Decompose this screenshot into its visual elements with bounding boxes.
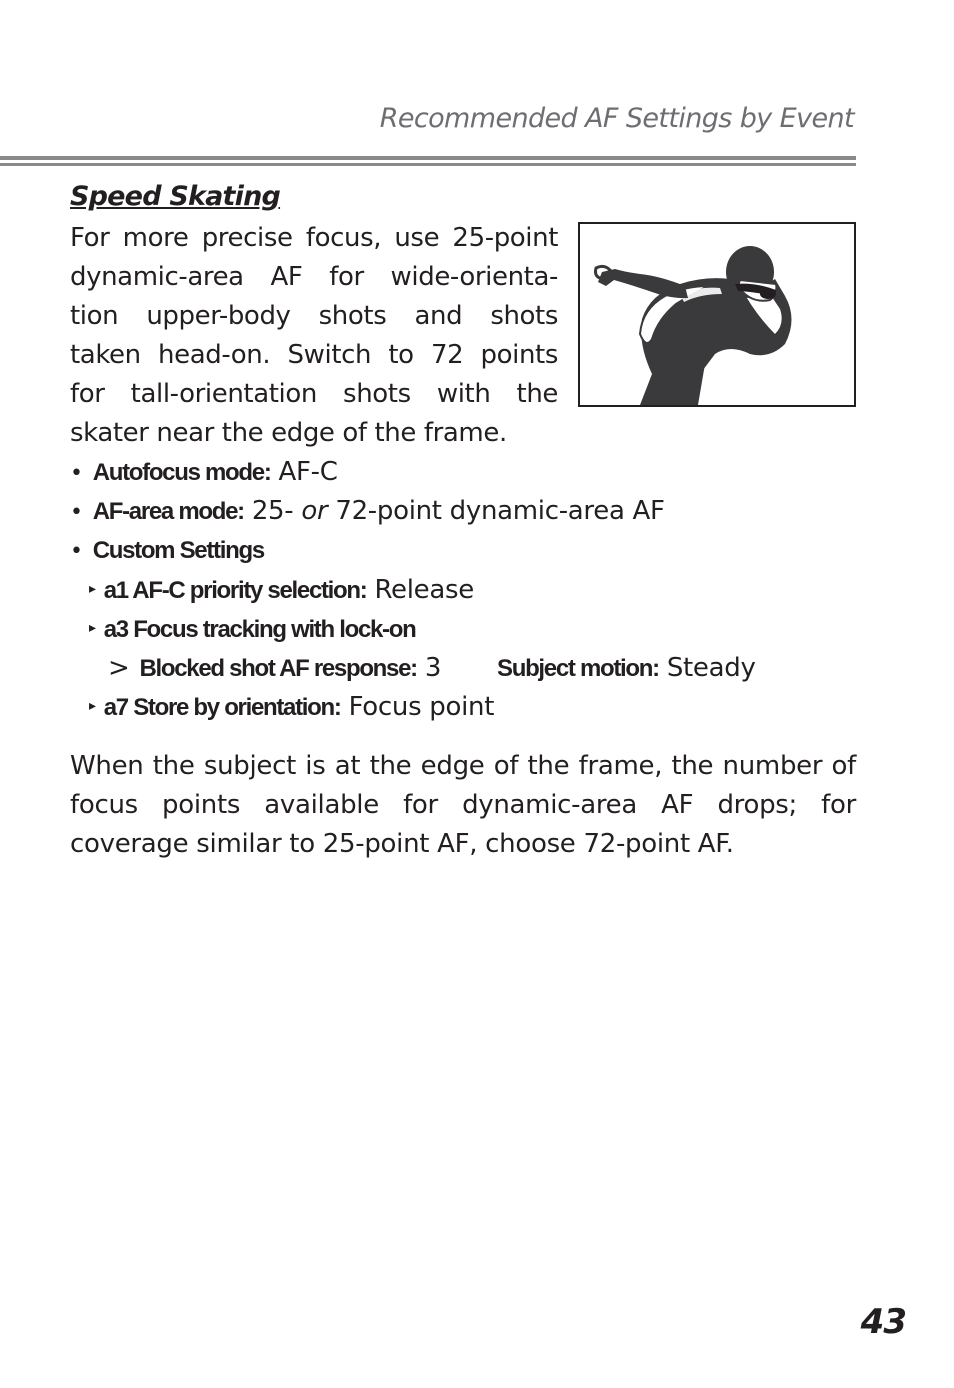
list-item-a7 xyxy=(89,688,494,731)
setting-label: Custom Settings xyxy=(92,537,264,564)
setting-label: a1 AF-C priority selection xyxy=(103,577,360,604)
colon: : xyxy=(263,459,271,486)
intro-line: dynamic-area AF for wide-orienta- xyxy=(70,262,558,292)
intro-last-line: skater near the edge of the frame. xyxy=(70,418,507,448)
setting-value: 3 xyxy=(424,653,442,683)
list-item-custom-settings xyxy=(70,531,264,571)
bullet-icon: • xyxy=(70,539,83,564)
list-item-a1 xyxy=(89,571,474,614)
intro-line: taken head-on. Switch to 72 points xyxy=(70,340,558,370)
colon: : xyxy=(652,655,659,682)
running-header: Recommended AF Settings by Event xyxy=(379,103,854,134)
colon: : xyxy=(359,577,367,604)
list-item-autofocus-mode xyxy=(70,453,338,493)
intro-line: For more precise focus, use 25-point xyxy=(70,223,558,253)
triangle-right-icon: ▸ xyxy=(89,581,96,597)
list-item-a3 xyxy=(89,610,415,653)
list-item-a3-blocked xyxy=(108,649,441,688)
bullet-icon: • xyxy=(70,500,83,525)
skater-figure xyxy=(578,222,856,407)
colon: : xyxy=(237,498,244,525)
setting-value-pre: 25- xyxy=(251,496,294,526)
colon: : xyxy=(333,694,341,721)
header-rule xyxy=(0,156,856,166)
setting-value: Steady xyxy=(666,653,756,683)
list-item-af-area-mode xyxy=(70,492,665,532)
triangle-right-icon: ▸ xyxy=(89,698,96,714)
list-item-a3-motion xyxy=(497,649,756,688)
greater-than-icon: > xyxy=(108,653,130,683)
intro-line: tion upper-body shots and shots xyxy=(70,301,558,331)
setting-label: Autofocus mode xyxy=(92,459,264,486)
setting-label: a3 Focus tracking with lock-on xyxy=(103,616,416,643)
speed-skater-illustration-icon xyxy=(580,224,854,405)
setting-value-or: or xyxy=(301,496,328,526)
setting-label: Blocked shot AF response xyxy=(139,655,411,682)
triangle-right-icon: ▸ xyxy=(89,620,96,636)
colon: : xyxy=(410,655,417,682)
bullet-icon: • xyxy=(70,461,83,486)
setting-value: Focus point xyxy=(348,692,495,722)
setting-value: Release xyxy=(374,575,474,605)
setting-label: AF-area mode xyxy=(92,498,238,525)
page-number: 43 xyxy=(860,1302,906,1342)
setting-value: AF-C xyxy=(278,457,338,487)
setting-label: a7 Store by orientation xyxy=(103,694,334,721)
setting-value-post: 72-point dynamic-area AF xyxy=(335,496,665,526)
setting-label: Subject motion xyxy=(497,655,653,682)
section-title: Speed Skating xyxy=(70,181,281,212)
intro-paragraph xyxy=(70,219,558,414)
intro-line: for tall-orientation shots with the xyxy=(70,379,558,409)
closing-paragraph: When the subject is at the edge of the frame, the number of focus points available for dynamic-area AF drops; for coverage similar to 25-point AF, choose 72-point AF. xyxy=(70,751,856,859)
